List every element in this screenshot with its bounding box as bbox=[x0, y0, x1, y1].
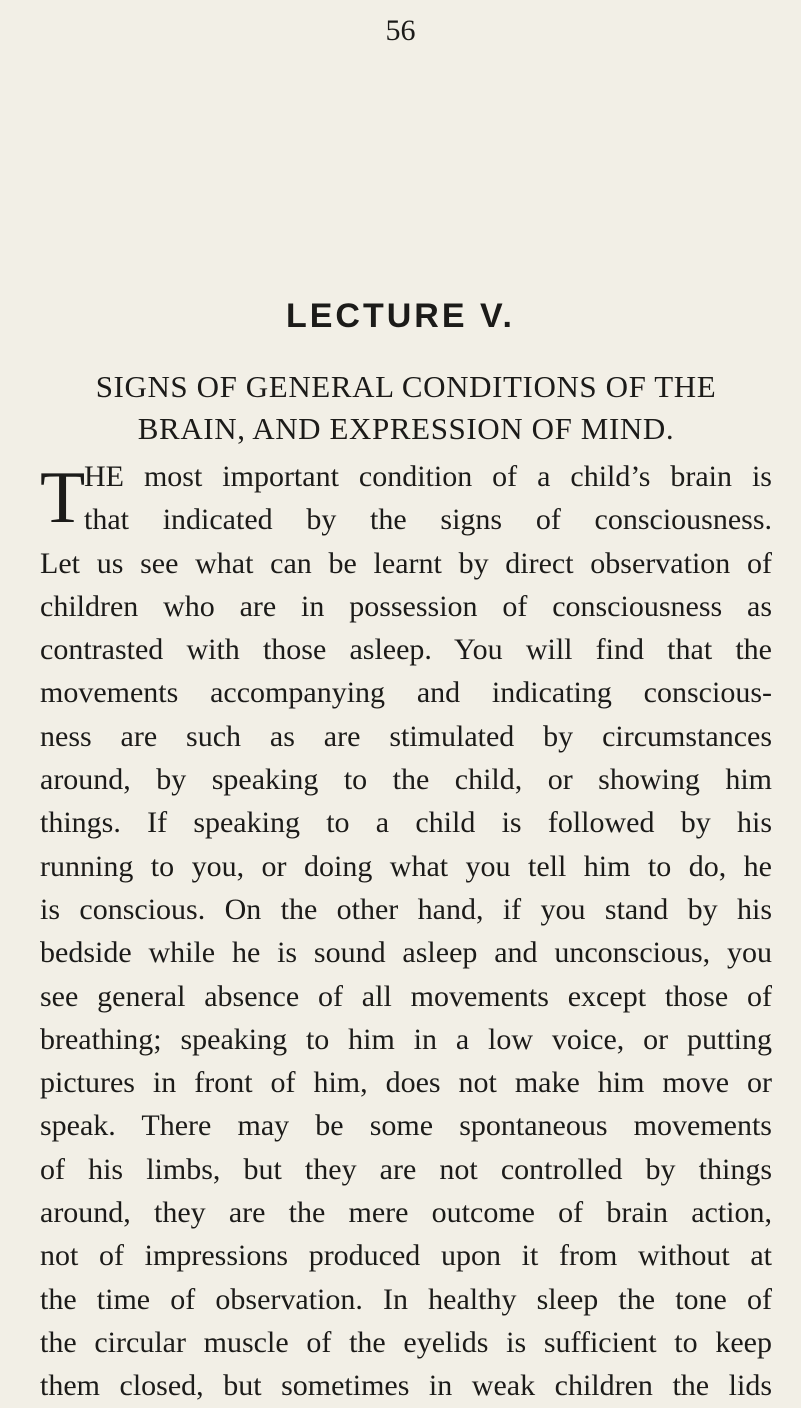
body-line: is conscious. On the other hand, if you stand by his bbox=[40, 892, 772, 926]
body-line: that indicated by the signs of consciousness. bbox=[84, 503, 772, 537]
body-line: children who are in possession of consciousness as bbox=[40, 589, 772, 623]
drop-cap: T bbox=[40, 457, 86, 539]
body-paragraph bbox=[40, 455, 772, 1408]
section-title bbox=[40, 366, 772, 450]
body-line: bedside while he is sound asleep and unconscious, you bbox=[40, 936, 772, 970]
body-line: the time of observation. In healthy sleep the tone of bbox=[40, 1282, 772, 1316]
body-line: things. If speaking to a child is followed by his bbox=[40, 806, 772, 840]
body-line: around, by speaking to the child, or showing him bbox=[40, 763, 772, 797]
section-title-line-2: BRAIN, AND EXPRESSION OF MIND. bbox=[137, 411, 675, 446]
body-line: the circular muscle of the eyelids is sufficient to keep bbox=[40, 1325, 772, 1359]
section-title-line-1: SIGNS OF GENERAL CONDITIONS OF THE bbox=[95, 369, 717, 404]
body-line: see general absence of all movements except those of bbox=[40, 979, 772, 1013]
body-line: ness are such as are stimulated by circumstances bbox=[40, 719, 772, 753]
body-line: Let us see what can be learnt by direct observation of bbox=[40, 546, 772, 580]
body-line: speak. There may be some spontaneous movements bbox=[40, 1109, 772, 1143]
lecture-heading: LECTURE V. bbox=[285, 297, 515, 335]
page-number: 56 bbox=[385, 14, 416, 47]
body-line: them closed, but sometimes in weak children the lids bbox=[40, 1369, 772, 1403]
body-line: HE most important condition of a child’s brain is bbox=[84, 460, 772, 493]
body-line: contrasted with those asleep. You will find that the bbox=[40, 633, 772, 667]
body-line: movements accompanying and indicating conscious- bbox=[40, 676, 772, 710]
body-line: running to you, or doing what you tell him to do, he bbox=[40, 849, 772, 883]
body-line: pictures in front of him, does not make him move or bbox=[40, 1066, 772, 1100]
body-line: of his limbs, but they are not controlled by things bbox=[40, 1152, 772, 1186]
body-line: breathing; speaking to him in a low voice, or putting bbox=[40, 1022, 772, 1056]
body-line: around, they are the mere outcome of brain action, bbox=[40, 1196, 772, 1230]
body-line: not of impressions produced upon it from without at bbox=[40, 1239, 772, 1273]
